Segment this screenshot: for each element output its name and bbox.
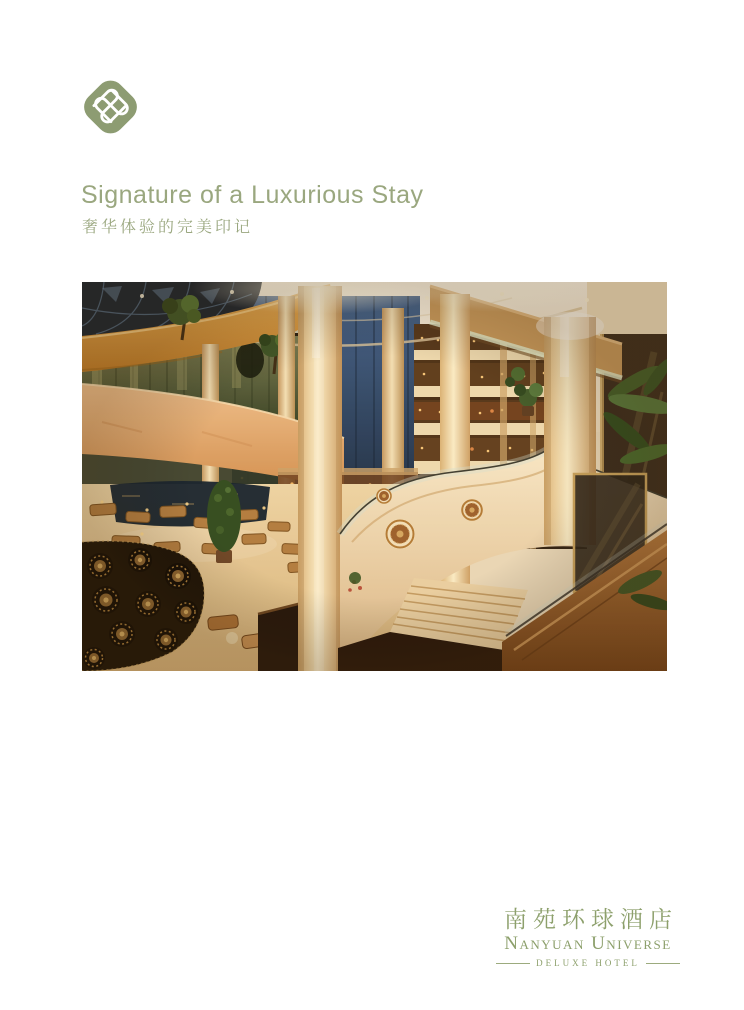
tagline-rule-left — [496, 963, 530, 964]
hotel-name-english: Nanyuan Universe — [504, 933, 672, 955]
hotel-logo — [77, 71, 144, 143]
footer-brand — [496, 906, 680, 968]
hotel-tagline: DELUXE HOTEL — [536, 958, 640, 969]
tagline-rule-right — [646, 963, 680, 964]
page-subtitle-chinese: 奢华体验的完美印记 — [82, 219, 254, 236]
hotel-name-chinese: 南苑环球酒店 — [504, 906, 678, 932]
lobby-photo-illustration — [82, 282, 667, 671]
hotel-tagline-row — [496, 958, 680, 968]
page-title: Signature of a Luxurious Stay — [81, 181, 424, 209]
lobby-photo — [82, 282, 667, 671]
interlocking-loops-icon — [77, 71, 144, 143]
